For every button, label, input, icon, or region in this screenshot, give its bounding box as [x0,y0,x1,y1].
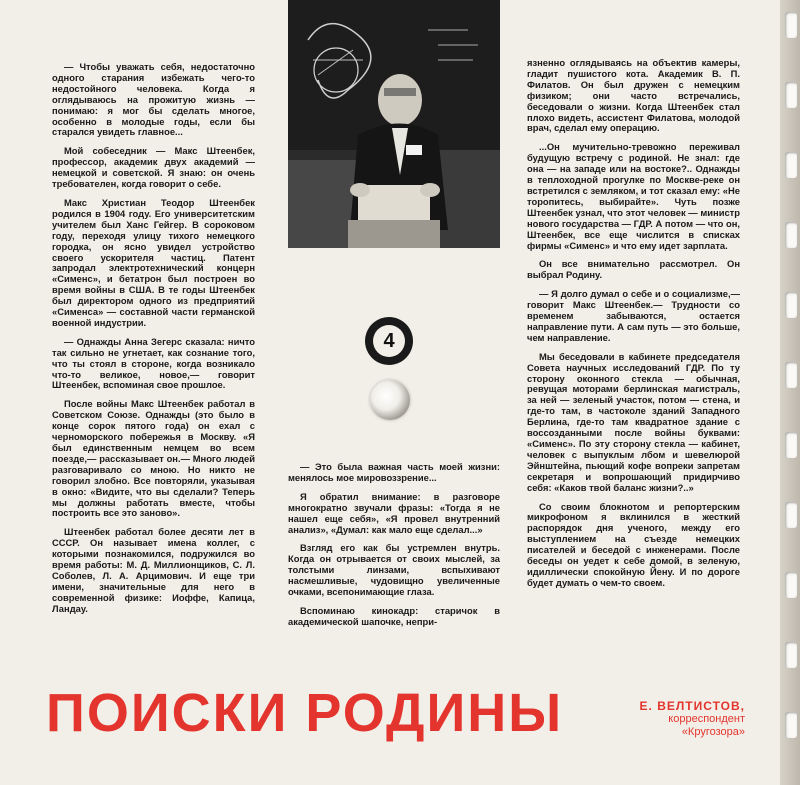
paragraph: ...Он мучительно-тревожно переживал будущую встречу с родиной. Не знал: где она — на западе или на востоке?.. Однажды в теплоходной прогулке по Москве-реке он встретился с земляком, и тот сказал ему: «Не торопитесь, выбирайте». Чуть позже Штеенбек узнал, что этот человек — министр нового государства — ГДР. А потом — что он, Штеенбек, все еще числится в списках фирмы «Сименс» и что ему идет зарплата. [527,141,740,251]
binding-hole [785,82,797,108]
author-name: Е. ВЕЛТИСТОВ, [639,699,745,713]
paragraph: После войны Макс Штеенбек работал в Советском Союзе. Однажды (это было в конце сорок пятого года) он ехал с черноморского побережья в Москву. «Я был единственным немцем во всем поезде,— рассказывает он.— Много людей разговаривало со мною. Но никто не говорил злобно. Все повторяли, указывая в окно: «Видите, что вы сделали? Теперь мы должны работать вместе, чтобы построить все это заново». [52,398,255,519]
binding-hole [785,12,797,38]
article-title: ПОИСКИ РОДИНЫ [46,683,564,743]
paragraph: Он все внимательно рассмотрел. Он выбрал Родину. [527,258,740,281]
paragraph: Я обратил внимание: в разговоре многократно звучали фразы: «Тогда я не нашел еще себя», «Я провел внутренний анализ», «Думал: как мало еще сделал...» [288,490,500,535]
binding-hole [785,642,797,668]
photo-professor-at-lectern [288,0,500,248]
paragraph: язненно оглядываясь на объектив камеры, гладит пушистого кота. Академик В. П. Филатов. Он был дружен с немецким физиком; они часто встречались, беседовали о жизни. Когда Штеенбек стал плохо видеть, ассистент Филатова, молодой врач, сделал ему операцию. [527,57,740,134]
paragraph: Штеенбек работал более десяти лет в СССР. Он называет имена коллег, с которыми познакомился, подружился во время работы: М. Д. Миллионщиков, С. Л. Соболев, Л. А. Арцимович. И еще три имени, значительные для него в современной физике: Иоффе, Капица, Ландау. [52,526,255,614]
paragraph: Взгляд его как бы устремлен внутрь. Когда он отрывается от своих мыслей, за толстыми линзами, вспыхивают насмешливые, чудовищно увеличенные очками, всепонимающие глаза. [288,542,500,598]
binding-hole [785,432,797,458]
page-binding-edge [780,0,800,785]
paragraph: Макс Христиан Теодор Штеенбек родился в 1904 году. Его университетским учителем был Ханс Гейгер. В сороковом году, переходя улицу тихого немецкого городка, он ясно увидел устройство своего ускорителя частиц. Патент запродал электротехнический концерн «Сименс», и бетатрон был построен во время войны в США. В те годы Штеенбек был директором одного из предприятий «Сименса» — составной части германской военной индустрии. [52,196,255,328]
binding-hole [785,222,797,248]
article-column-3 [527,58,740,597]
binding-hole [785,502,797,528]
article-column-1 [52,62,255,623]
paragraph: Мы беседовали в кабинете председателя Совета научных исследований ГДР. По ту сторону оконного стекла — обычная, ревущая моторами берлинская магистраль, за ней — зеленый участок, потом — стена, и где-то там, в частоколе зданий Западного Берлина, где-то там квадратное здание с воссозданными после войны буквами: «Сименс». По эту сторону стекла — кабинет, человек с выпуклым лбом и шевелюрой Эйнштейна, пьющий кофе вопреки запретам секретаря и вопрошающий придирчиво себя: «Каков твой баланс жизни?..» [527,350,740,493]
binding-hole [785,362,797,388]
photo-illustration [288,0,500,248]
binding-hole [785,292,797,318]
record-spindle-hole [370,380,410,420]
publication-name: «Кругозора» [681,726,745,738]
paragraph: — Это была важная часть моей жизни: менялось мое мировоззрение... [288,461,500,483]
paragraph: — Чтобы уважать себя, недостаточно одного старания избежать чего-то недостойного человека. Когда я оглядываюсь на прожитую жизнь — понимаю: я мог бы сделать многое, особенно в молодые годы, если бы старался увидеть главное... [52,61,255,138]
page-number: 4 [373,325,405,357]
binding-hole [785,712,797,738]
binding-hole [785,572,797,598]
byline [600,700,745,739]
page-number-badge [365,317,413,365]
article-column-2 [288,462,500,636]
paragraph: — Однажды Анна Зегерс сказала: ничто так сильно не угнетает, как сознание того, что ты стоял в стороне, когда возникало что-то великое, новое,— говорит Штеенбек, вспоминая свое прошлое. [52,335,255,391]
paragraph: — Я долго думал о себе и о социализме,— говорит Макс Штеенбек.— Трудности со временем забываются, остается направление пути. А сам путь — это больше, чем направление. [527,288,740,343]
binding-hole [785,152,797,178]
paragraph: Вспоминаю кинокадр: старичок в академической шапочке, непри- [288,604,500,627]
paragraph: Со своим блокнотом и репортерским микрофоном я вклинился в жесткий распорядок дня ученого, между его выступлением на съезде немецких писателей и беседой с инженерами. После беседы он уедет к себе домой, в зеленую, идиллически спокойную Йену. И по дороге будет думать о чем-то своем. [527,500,740,588]
paragraph: Мой собеседник — Макс Штеенбек, профессор, академик двух академий — немецкой и советской. Я знаю: он очень требователен, когда говорит о себе. [52,145,255,190]
author-role: корреспондент [668,713,745,725]
